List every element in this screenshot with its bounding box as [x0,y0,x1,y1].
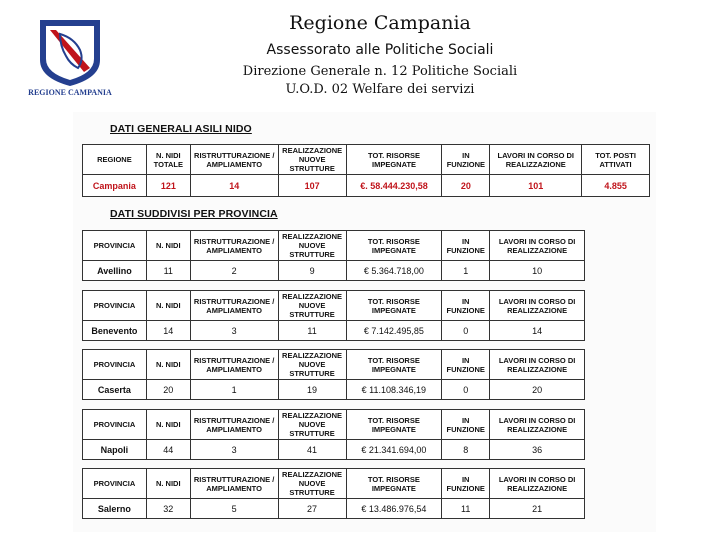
province-cell: € 21.341.694,00 [346,440,442,460]
province-cell: 20 [490,380,585,400]
general-header: IN FUNZIONE [442,145,490,175]
province-header: PROVINCIA [83,469,147,499]
province-cell: 44 [146,440,190,460]
general-cell: 121 [146,175,190,197]
province-header: REALIZZAZIONE NUOVE STRUTTURE [278,469,346,499]
province-cell: 41 [278,440,346,460]
province-header: RISTRUTTURAZIONE / AMPLIAMENTO [190,291,278,321]
general-table [82,144,650,197]
regione-campania-logo [22,16,118,98]
province-header: N. NIDI [146,350,190,380]
province-cell: 1 [190,380,278,400]
province-header: TOT. RISORSE IMPEGNATE [346,469,442,499]
province-cell: 20 [146,380,190,400]
general-cell: 14 [190,175,278,197]
province-cell: 1 [442,261,490,281]
general-cell: €. 58.444.230,58 [346,175,442,197]
province-cell: € 13.486.976,54 [346,499,442,519]
province-cell: 36 [490,440,585,460]
province-header: PROVINCIA [83,410,147,440]
general-header: LAVORI IN CORSO DI REALIZZAZIONE [490,145,582,175]
general-header: REGIONE [83,145,147,175]
province-cell: 21 [490,499,585,519]
province-cell: 27 [278,499,346,519]
general-header: RISTRUTTURAZIONE / AMPLIAMENTO [190,145,278,175]
province-header: REALIZZAZIONE NUOVE STRUTTURE [278,231,346,261]
general-cell: 4.855 [582,175,650,197]
province-section-title: DATI SUDDIVISI PER PROVINCIA [110,208,278,220]
general-cell: 101 [490,175,582,197]
uod-line: U.O.D. 02 Welfare dei servizi [285,82,475,97]
province-cell: € 11.108.346,19 [346,380,442,400]
province-cell: 9 [278,261,346,281]
province-cell: 10 [490,261,585,281]
province-header: LAVORI IN CORSO DI REALIZZAZIONE [490,469,585,499]
province-header: TOT. RISORSE IMPEGNATE [346,350,442,380]
province-header: TOT. RISORSE IMPEGNATE [346,291,442,321]
province-header: REALIZZAZIONE NUOVE STRUTTURE [278,291,346,321]
province-cell: 8 [442,440,490,460]
province-header: IN FUNZIONE [442,410,490,440]
province-header: IN FUNZIONE [442,350,490,380]
general-header: TOT. POSTI ATTIVATI [582,145,650,175]
province-header: REALIZZAZIONE NUOVE STRUTTURE [278,350,346,380]
province-cell: 5 [190,499,278,519]
province-cell: 3 [190,440,278,460]
general-header: REALIZZAZIONE NUOVE STRUTTURE [278,145,346,175]
province-header: PROVINCIA [83,231,147,261]
province-cell: € 7.142.495,85 [346,321,442,341]
province-cell: 14 [490,321,585,341]
direzione-line: Direzione Generale n. 12 Politiche Sociali [242,64,518,79]
province-header: IN FUNZIONE [442,291,490,321]
general-cell: Campania [83,175,147,197]
province-header: LAVORI IN CORSO DI REALIZZAZIONE [490,350,585,380]
general-cell: 20 [442,175,490,197]
logo-text: REGIONE CAMPANIA [28,88,112,97]
province-cell: 2 [190,261,278,281]
province-cell: 11 [146,261,190,281]
province-header: LAVORI IN CORSO DI REALIZZAZIONE [490,231,585,261]
province-cell: 14 [146,321,190,341]
province-name: Caserta [83,380,147,400]
province-name: Avellino [83,261,147,281]
general-cell: 107 [278,175,346,197]
province-cell: 19 [278,380,346,400]
province-table-caserta [82,349,585,400]
province-header: N. NIDI [146,469,190,499]
province-name: Napoli [83,440,147,460]
province-cell: 11 [278,321,346,341]
province-name: Salerno [83,499,147,519]
general-section-title: DATI GENERALI ASILI NIDO [110,123,252,135]
province-header: PROVINCIA [83,291,147,321]
province-header: IN FUNZIONE [442,231,490,261]
province-header: PROVINCIA [83,350,147,380]
province-table-napoli [82,409,585,460]
province-table-benevento [82,290,585,341]
page-subtitle: Assessorato alle Politiche Sociali [266,42,494,58]
province-header: N. NIDI [146,410,190,440]
province-header: RISTRUTTURAZIONE / AMPLIAMENTO [190,350,278,380]
province-header: LAVORI IN CORSO DI REALIZZAZIONE [490,410,585,440]
general-header: TOT. RISORSE IMPEGNATE [346,145,442,175]
province-header: TOT. RISORSE IMPEGNATE [346,410,442,440]
province-header: N. NIDI [146,231,190,261]
province-header: TOT. RISORSE IMPEGNATE [346,231,442,261]
province-cell: 0 [442,380,490,400]
province-cell: 11 [442,499,490,519]
province-name: Benevento [83,321,147,341]
province-header: RISTRUTTURAZIONE / AMPLIAMENTO [190,469,278,499]
province-cell: 32 [146,499,190,519]
page-title: Regione Campania [289,12,471,34]
province-header: IN FUNZIONE [442,469,490,499]
general-header: N. NIDI TOTALE [146,145,190,175]
province-table-salerno [82,468,585,519]
province-header: REALIZZAZIONE NUOVE STRUTTURE [278,410,346,440]
province-header: LAVORI IN CORSO DI REALIZZAZIONE [490,291,585,321]
province-header: N. NIDI [146,291,190,321]
province-header: RISTRUTTURAZIONE / AMPLIAMENTO [190,410,278,440]
province-cell: € 5.364.718,00 [346,261,442,281]
province-header: RISTRUTTURAZIONE / AMPLIAMENTO [190,231,278,261]
province-table-avellino [82,230,585,281]
province-cell: 3 [190,321,278,341]
province-cell: 0 [442,321,490,341]
